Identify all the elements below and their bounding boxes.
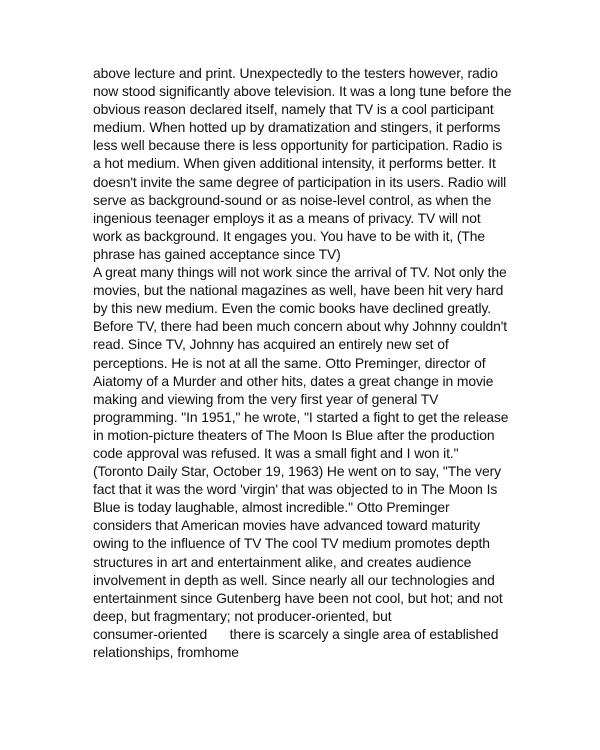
text-line: movies, but the national magazines as well, have been hit very hard [93,282,504,299]
text-line: consumer-oriented there is scarcely a single area of established [93,625,499,642]
text-line: Blue is today laughable, almost incredible." Otto Preminger [93,499,450,516]
text-line: involvement in depth as well. Since nearly all our technologies and [93,571,495,588]
text-line: considers that American movies have advanced toward maturity [93,517,480,534]
text-line: perceptions. He is not at all the same. Otto Preminger, director of [93,354,486,371]
text-line: work as background. It engages you. You have to be with it, (The [93,227,486,244]
text-line: read. Since TV, Johnny has acquired an entirely new set of [93,336,449,353]
text-line: relationships, fromhome [93,644,239,660]
text-line: programming. "In 1951," he wrote, "I started a fight to get the release [93,408,509,425]
text-line: above lecture and print. Unexpectedly to the testers however, radio [93,65,498,81]
text-line: owing to the influence of TV The cool TV medium promotes depth [93,535,490,552]
body-text [93,64,523,661]
text-line: Aiatomy of a Murder and other hits, dates a great change in movie [93,372,494,389]
text-line: entertainment since Gutenberg have been not cool, but hot; and not [93,589,503,606]
text-line: Before TV, there had been much concern about why Johnny couldn't [93,318,508,335]
text-line: structures in art and entertainment alike, and creates audience [93,553,472,570]
text-line: ingenious teenager employs it as a means of privacy. TV will not [93,209,481,226]
text-line: deep, but fragmentary; not producer-oriented, but [93,607,392,624]
text-line: making and viewing from the very first year of general TV [93,390,439,407]
text-line: phrase has gained acceptance since TV) [93,245,341,262]
text-line: by this new medium. Even the comic books have declined greatly. [93,300,492,317]
text-line: now stood significantly above television. It was a long tune before the [93,83,512,100]
text-line: less well because there is less opportunity for participation. Radio is [93,137,503,154]
text-line: obvious reason declared itself, namely that TV is a cool participant [93,101,494,118]
text-line: in motion-picture theaters of The Moon Is Blue after the production [93,426,495,443]
text-line: doesn't invite the same degree of participation in its users. Radio will [93,173,507,190]
text-line: medium. When hotted up by dramatization and stingers, it performs [93,119,501,136]
text-line: (Toronto Daily Star, October 19, 1963) He went on to say, "The very [93,463,501,480]
text-line: a hot medium. When given additional intensity, it performs better. It [93,155,496,172]
text-line: fact that it was the word 'virgin' that was objected to in The Moon Is [93,481,498,498]
text-line: A great many things will not work since the arrival of TV. Not only the [93,264,507,281]
text-line: serve as background-sound or as noise-level control, as when the [93,191,492,208]
text-line: code approval was refused. It was a small fight and I won it." [93,444,459,461]
